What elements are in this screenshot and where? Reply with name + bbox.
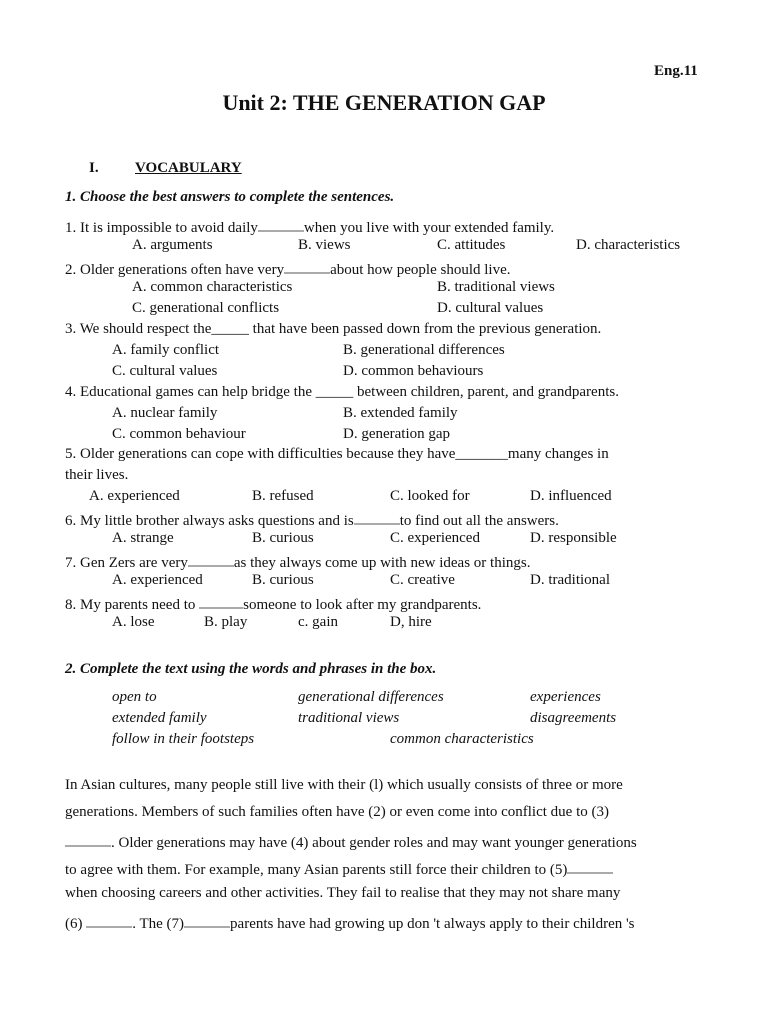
question-text: as they always come up with new ideas or things. (233, 555, 531, 571)
passage-text: . The (7) (132, 916, 185, 932)
option-b[interactable]: B. curious (252, 572, 314, 588)
option-b[interactable]: B. play (204, 614, 248, 630)
answer-blank[interactable] (199, 592, 243, 609)
word-box-item: follow in their footsteps (112, 731, 255, 747)
word-box-item: open to (112, 689, 157, 705)
answer-blank[interactable] (65, 830, 111, 847)
passage-line: In Asian cultures, many people still live with their (l) which usually consists of three or more (65, 777, 623, 793)
option-d[interactable]: D. traditional (530, 572, 610, 588)
question-text: when you live with your extended family. (303, 220, 555, 236)
option-b[interactable]: B. generational differences (343, 342, 505, 358)
answer-blank[interactable] (567, 857, 613, 874)
question-8 (65, 592, 481, 614)
option-a[interactable]: A. arguments (132, 237, 213, 253)
passage-text: parents have had growing up don 't always apply to their children 's (230, 916, 635, 932)
question-3: 3. We should respect the_____ that have been passed down from the previous generation. (65, 321, 602, 337)
question-text: 2. Older generations often have very (65, 262, 285, 278)
option-b[interactable]: B. views (298, 237, 351, 253)
option-c[interactable]: C. experienced (390, 530, 480, 546)
page-title: Unit 2: THE GENERATION GAP (222, 90, 546, 115)
option-c[interactable]: C. creative (390, 572, 455, 588)
option-a[interactable]: A. strange (112, 530, 174, 546)
option-b[interactable]: B. traditional views (437, 279, 555, 295)
option-a[interactable]: A. experienced (112, 572, 203, 588)
exercise-1-instruction: 1. Choose the best answers to complete the sentences. (65, 189, 395, 205)
question-text: about how people should live. (330, 262, 511, 278)
question-text: 1. It is impossible to avoid daily (65, 220, 258, 236)
word-box-item: experiences (530, 689, 601, 705)
word-box-item: disagreements (530, 710, 617, 726)
option-d[interactable]: D. responsible (530, 530, 617, 546)
passage-text: (6) (65, 916, 83, 932)
question-6 (65, 508, 559, 530)
option-c[interactable]: C. attitudes (437, 237, 506, 253)
option-a[interactable]: A. family conflict (112, 342, 220, 358)
question-5-continued: their lives. (65, 467, 129, 483)
passage-text: to agree with them. For example, many Asian parents still force their children to (5) (65, 862, 568, 878)
option-d[interactable]: D. cultural values (437, 300, 544, 316)
question-text: 6. My little brother always asks questions and is (65, 513, 354, 529)
answer-blank[interactable] (258, 215, 304, 232)
word-box-item: generational differences (298, 689, 444, 705)
course-code: Eng.11 (654, 63, 698, 79)
option-c[interactable]: c. gain (298, 614, 338, 630)
word-box-item: extended family (112, 710, 207, 726)
option-b[interactable]: B. refused (252, 488, 314, 504)
option-b[interactable]: B. extended family (343, 405, 458, 421)
option-c[interactable]: C. looked for (390, 488, 470, 504)
question-text: someone to look after my grandparents. (243, 597, 482, 613)
question-text: 7. Gen Zers are very (65, 555, 188, 571)
passage-line: when choosing careers and other activities. They fail to realise that they may not share many (65, 885, 621, 901)
option-d[interactable]: D. common behaviours (343, 363, 484, 379)
passage-line (65, 830, 637, 852)
answer-blank[interactable] (86, 911, 132, 928)
question-1 (65, 215, 554, 237)
exercise-2-instruction: 2. Complete the text using the words and phrases in the box. (65, 661, 437, 677)
passage-text: . Older generations may have (4) about gender roles and may want younger generations (111, 835, 637, 851)
option-d[interactable]: D. characteristics (576, 237, 681, 253)
option-d[interactable]: D, hire (390, 614, 432, 630)
option-a[interactable]: A. nuclear family (112, 405, 218, 421)
option-a[interactable]: A. common characteristics (132, 279, 293, 295)
option-b[interactable]: B. curious (252, 530, 314, 546)
passage-line: generations. Members of such families often have (2) or even come into conflict due to (3) (65, 804, 609, 820)
option-d[interactable]: D. generation gap (343, 426, 451, 442)
option-c[interactable]: C. generational conflicts (132, 300, 280, 316)
question-2 (65, 257, 510, 279)
option-a[interactable]: A. experienced (89, 488, 180, 504)
answer-blank[interactable] (284, 257, 330, 274)
question-7 (65, 550, 530, 572)
word-box-item: traditional views (298, 710, 400, 726)
option-d[interactable]: D. influenced (530, 488, 612, 504)
option-c[interactable]: C. cultural values (112, 363, 218, 379)
question-5: 5. Older generations can cope with difficulties because they have_______many changes in (65, 446, 609, 462)
word-box-item: common characteristics (390, 731, 534, 747)
option-a[interactable]: A. lose (112, 614, 155, 630)
answer-blank[interactable] (184, 911, 230, 928)
question-4: 4. Educational games can help bridge the _____ between children, parent, and grandparents. (65, 384, 619, 400)
answer-blank[interactable] (188, 550, 234, 567)
section-heading: VOCABULARY (135, 160, 242, 176)
question-text: 8. My parents need to (65, 597, 196, 613)
question-text: to find out all the answers. (399, 513, 559, 529)
section-number: I. (89, 160, 99, 176)
passage-line (65, 911, 635, 933)
option-c[interactable]: C. common behaviour (112, 426, 246, 442)
passage-line (65, 857, 613, 879)
answer-blank[interactable] (354, 508, 400, 525)
